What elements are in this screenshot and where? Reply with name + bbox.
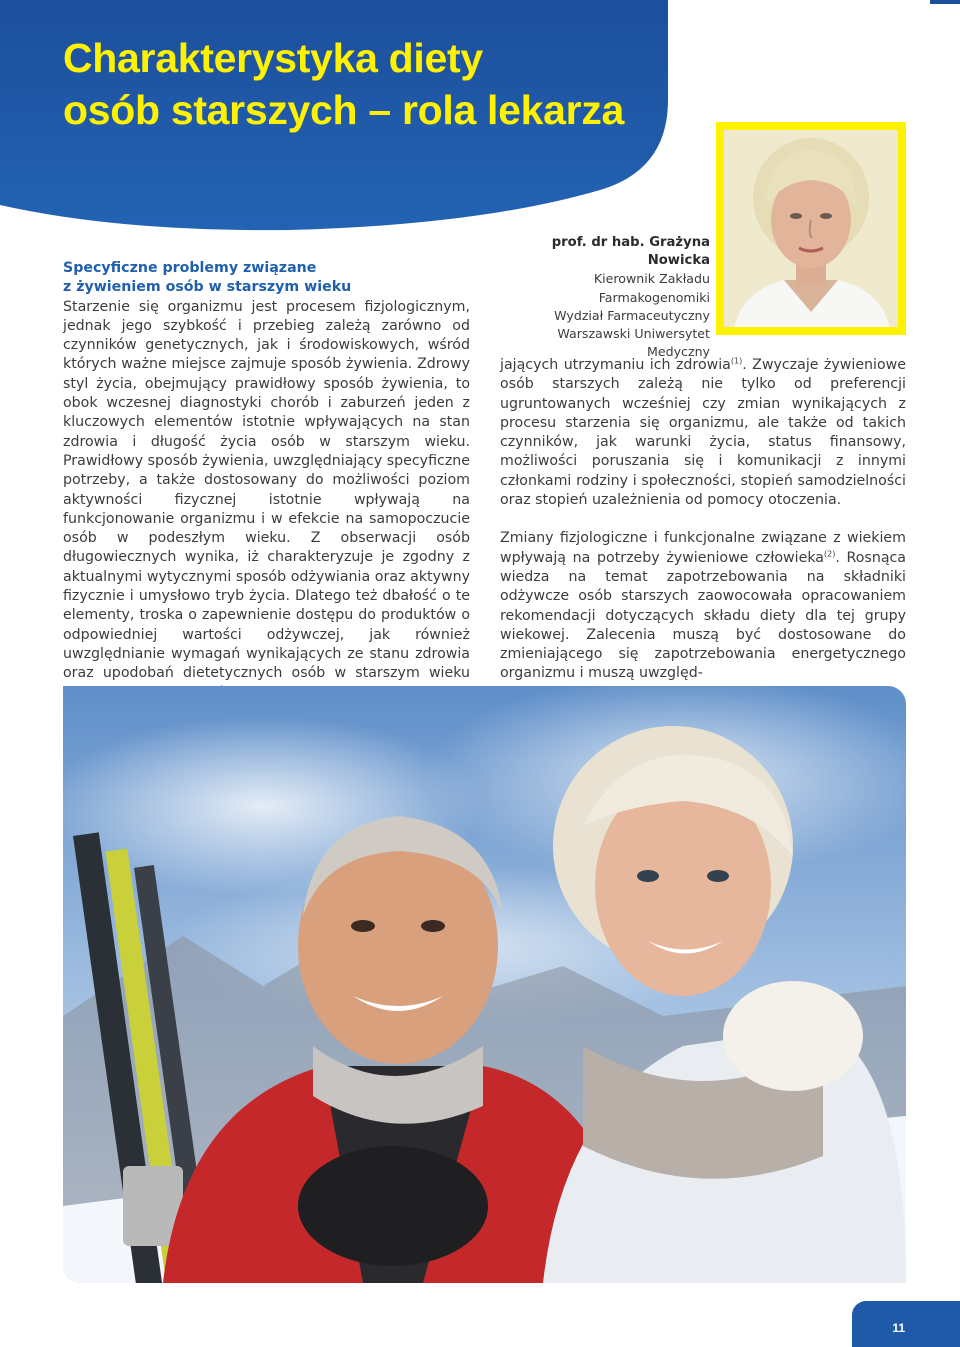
paragraph-2-start: Zmiany fizjologiczne i funkcjonalne związane z wiekiem wpływają na potrzeby żywieniowe człowieka xyxy=(500,530,906,566)
author-role-line-1: Kierownik Zakładu xyxy=(593,271,710,287)
paragraph-1-rest: . Zwyczaje żywieniowe osób starszych zależą nie tylko od preferencji ugruntowanych wcześniej czy zmian wynikających z procesu starzenia się organizmu, ale także od takich czynników, jak warunki życia, status finansowy, możliwości poruszania się i komunikacji z innymi członkami rodziny i społeczności, stopień samodzielności oraz stopień uzależnienia od pomocy otoczenia. xyxy=(500,357,906,509)
subheading-line-2: z żywieniem osób w starszym wieku xyxy=(63,279,352,296)
page-number-tab xyxy=(852,1301,960,1347)
photo-illustration xyxy=(63,686,906,1283)
title-line-1: Charakterystyka diety xyxy=(63,35,483,81)
couple-ski-photo xyxy=(63,686,906,1283)
title-line-2: osób starszych – rola lekarza xyxy=(63,87,625,133)
author-role-line-2: Farmakogenomiki xyxy=(598,289,710,305)
portrait-illustration xyxy=(724,130,898,327)
paragraph-1-start: jających utrzymaniu ich zdrowia xyxy=(500,357,731,373)
author-role-line-5: Medyczny xyxy=(646,344,710,360)
left-column xyxy=(63,259,470,703)
left-body-text: Starzenie się organizmu jest procesem fizjologicznym, jednak jego szybkość i przebieg zależą zarówno od czynników genetycznych, jak i środowiskowych, wśród których ważne miejsce zajmuje sposób żywienia. Zdrowy styl życia, obejmujący prawidłowy sposób żywienia, to obok wczesnej diagnostyki chorób i zaburzeń jeden z kluczowych elementów istotnie wpływających na stan zdrowia i długość życia osób w starszym wieku. Prawidłowy sposób żywienia, uwzględniający specyficzne potrzeby, a także dostosowany do możliwości poziom aktywności fizycznej istotnie wpływają na funkcjonowanie organizmu i w efekcie na samopoczucie osób w podeszłym wieku. Z obserwacji osób długowiecznych wynika, iż charakteryzuje je zgodny z aktualnymi wytycznymi sposób odżywiania oraz aktywny fizycznie i umysłowo tryb życia. Dlatego też dbałość o te elementy, troska o zapewnienie dostępu do produktów o odpowiedniej wartości odżywczej, jak również uwzględnianie wymagań wynikających ze stanu zdrowia oraz upodobań dietetycznych osób w starszym wieku xyxy=(63,298,470,682)
citation-ref-2: (2) xyxy=(824,548,836,558)
page-number: 11 xyxy=(892,1321,905,1335)
author-info xyxy=(500,234,710,361)
subheading-line-1: Specyficzne problemy związane xyxy=(63,260,317,276)
right-paragraph-1 xyxy=(500,356,906,510)
author-portrait-frame xyxy=(716,122,906,335)
page-title xyxy=(63,32,624,136)
author-portrait xyxy=(724,130,898,327)
paragraph-2-rest: . Rosnąca wiedza na temat zapotrzebowania na składniki odżywcze osób starszych zaowocowała opracowaniem rekomendacji dotyczących składu diety dla tej grupy wiekowej. Zalecenia muszą być dostosowane do zmieniającego się zapotrzebowania energetycznego organizmu i muszą uwzględ- xyxy=(500,549,907,682)
right-paragraph-2 xyxy=(500,529,906,683)
author-name: prof. dr hab. Grażyna Nowicka xyxy=(551,235,710,269)
right-column xyxy=(500,356,906,684)
author-role-line-3: Wydział Farmaceutyczny xyxy=(554,307,710,323)
author-role-line-4: Warszawski Uniwersytet xyxy=(557,326,710,342)
citation-ref-1: (1) xyxy=(730,356,743,366)
section-subheading xyxy=(63,259,470,298)
